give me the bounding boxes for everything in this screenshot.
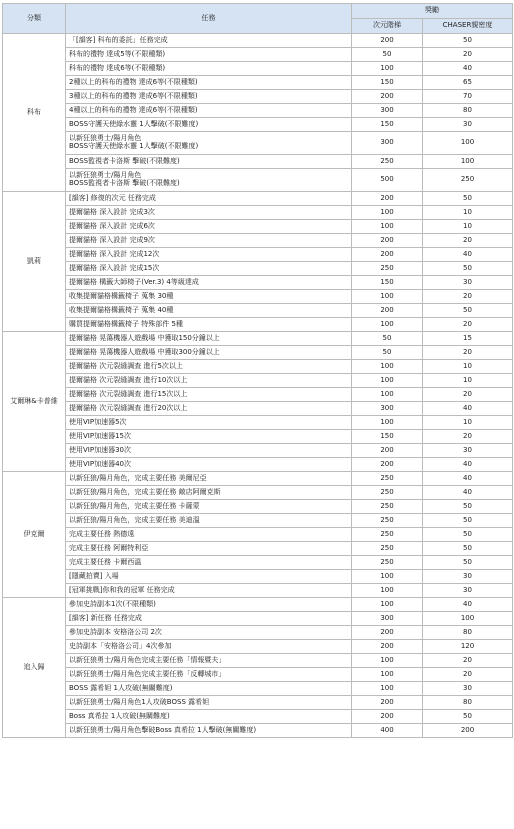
task-cell	[66, 640, 352, 654]
table-row	[3, 248, 513, 262]
task-cell	[66, 528, 352, 542]
chaser-cell: 100	[423, 612, 513, 626]
header-task: 任務	[66, 4, 352, 34]
task-cell	[66, 556, 352, 570]
task-line: 使用VIP加速器5次	[69, 417, 127, 426]
chaser-cell: 30	[423, 584, 513, 598]
table-row	[3, 528, 513, 542]
category-cell: 凱莉	[3, 192, 66, 332]
task-line: 提爾貓格 深入設計 完成9次	[69, 235, 155, 244]
exp-cell: 300	[352, 402, 423, 416]
chaser-cell: 65	[423, 76, 513, 90]
exp-cell: 300	[352, 612, 423, 626]
table-row	[3, 514, 513, 528]
task-cell	[66, 220, 352, 234]
chaser-cell: 20	[423, 234, 513, 248]
exp-cell: 150	[352, 76, 423, 90]
table-row	[3, 416, 513, 430]
mission-reward-table	[2, 3, 513, 738]
exp-cell: 250	[352, 528, 423, 542]
table-row	[3, 276, 513, 290]
table-row	[3, 220, 513, 234]
chaser-cell: 40	[423, 402, 513, 416]
table-row	[3, 62, 513, 76]
task-line: 以新狂狼勇士/陽月角色擊破Boss 真希拉 1人擊破(無關難度)	[69, 725, 257, 734]
task-line: 收集提爾貓格構籤椅子 蒐集 30種	[69, 291, 174, 300]
chaser-cell: 40	[423, 472, 513, 486]
header-chaser: CHASER親密度	[423, 19, 513, 34]
task-cell	[66, 332, 352, 346]
task-line: 使用VIP加速器40次	[69, 459, 131, 468]
table-row	[3, 206, 513, 220]
exp-cell: 400	[352, 724, 423, 738]
task-line: 提爾貓格 次元裂縫調查 進行15次以上	[69, 389, 188, 398]
chaser-cell: 10	[423, 360, 513, 374]
chaser-cell: 100	[423, 155, 513, 169]
task-cell	[66, 118, 352, 132]
task-line: 以新狂狼勇士/陽月角色完成主要任務「反轉城市」	[69, 669, 226, 678]
task-cell	[66, 388, 352, 402]
table-row	[3, 104, 513, 118]
table-body	[3, 34, 513, 738]
exp-cell: 100	[352, 220, 423, 234]
task-line: 提爾貓格 深入設計 完成6次	[69, 221, 155, 230]
task-cell	[66, 234, 352, 248]
exp-cell: 250	[352, 500, 423, 514]
exp-cell: 200	[352, 304, 423, 318]
task-line: [隱藏拍賣] 入場	[69, 571, 119, 580]
exp-cell: 200	[352, 34, 423, 48]
task-line: BOSS監視者卡洛斯 擊破(不限難度)	[69, 179, 180, 187]
chaser-cell: 50	[423, 542, 513, 556]
exp-cell: 100	[352, 584, 423, 598]
task-line: 提爾貓格 晃蕩機器人遊戲場 中獲取300分鐘以上	[69, 347, 220, 356]
exp-cell: 100	[352, 570, 423, 584]
task-cell	[66, 346, 352, 360]
chaser-cell: 30	[423, 444, 513, 458]
task-line: 收集提爾貓格構籤椅子 蒐集 40種	[69, 305, 174, 314]
task-cell	[66, 724, 352, 738]
task-line: 以新狂狼/陽月角色，完成主要任務 美爾尼亞	[69, 473, 207, 482]
table-row	[3, 458, 513, 472]
chaser-cell: 100	[423, 132, 513, 155]
chaser-cell: 40	[423, 248, 513, 262]
chaser-cell: 80	[423, 104, 513, 118]
task-line: 提爾貓格 深入設計 完成3次	[69, 207, 155, 216]
task-line: Boss 真希拉 1人攻破(無關難度)	[69, 711, 170, 720]
chaser-cell: 50	[423, 710, 513, 724]
chaser-cell: 15	[423, 332, 513, 346]
exp-cell: 50	[352, 332, 423, 346]
table-row	[3, 696, 513, 710]
task-line: [韻客] 新任務 任務完成	[69, 613, 142, 622]
chaser-cell: 70	[423, 90, 513, 104]
task-cell	[66, 458, 352, 472]
task-line: 完成主要任務 卡爾西溫	[69, 557, 142, 566]
task-line: 以新狂狼勇士/陽月角色	[69, 171, 142, 180]
task-line: 參加史詩副本1次(不限種類)	[69, 599, 156, 608]
task-cell	[66, 104, 352, 118]
task-cell	[66, 276, 352, 290]
exp-cell: 250	[352, 486, 423, 500]
task-cell	[66, 682, 352, 696]
category-cell: 艾爾琳&卡普維	[3, 332, 66, 472]
table-row	[3, 332, 513, 346]
header-exp: 次元階梯	[352, 19, 423, 34]
task-line: 以新狂狼勇士/陽月角色1人攻破BOSS 露希妲	[69, 697, 210, 706]
task-line: 「[韻客] 科布的委託」任務完成	[69, 35, 168, 44]
table-row	[3, 472, 513, 486]
table-row	[3, 444, 513, 458]
header-row	[3, 4, 513, 19]
chaser-cell: 50	[423, 304, 513, 318]
task-line: 使用VIP加速器30次	[69, 445, 131, 454]
exp-cell: 250	[352, 472, 423, 486]
table-row	[3, 132, 513, 155]
exp-cell: 200	[352, 234, 423, 248]
table-row	[3, 668, 513, 682]
table-row	[3, 430, 513, 444]
task-line: 購買提爾貓格構籤椅子 特殊部件 5種	[69, 319, 183, 328]
table-row	[3, 48, 513, 62]
table-row	[3, 262, 513, 276]
table-row	[3, 710, 513, 724]
table-row	[3, 682, 513, 696]
task-cell	[66, 472, 352, 486]
exp-cell: 100	[352, 654, 423, 668]
chaser-cell: 10	[423, 220, 513, 234]
table-row	[3, 486, 513, 500]
exp-cell: 250	[352, 155, 423, 169]
exp-cell: 250	[352, 262, 423, 276]
chaser-cell: 40	[423, 458, 513, 472]
table-row	[3, 34, 513, 48]
task-cell	[66, 584, 352, 598]
chaser-cell: 20	[423, 654, 513, 668]
task-line: 科布的禮物 達成6等(不限種類)	[69, 63, 166, 72]
chaser-cell: 10	[423, 416, 513, 430]
exp-cell: 250	[352, 514, 423, 528]
chaser-cell: 30	[423, 570, 513, 584]
exp-cell: 200	[352, 192, 423, 206]
chaser-cell: 20	[423, 668, 513, 682]
exp-cell: 200	[352, 248, 423, 262]
chaser-cell: 10	[423, 206, 513, 220]
chaser-cell: 30	[423, 118, 513, 132]
task-line: 完成主要任務 阿爾特利亞	[69, 543, 149, 552]
task-cell	[66, 514, 352, 528]
category-cell: 追入歸	[3, 598, 66, 738]
task-line: 4種以上的科布的禮物 達成6等(不限種類)	[69, 105, 198, 114]
task-cell	[66, 304, 352, 318]
chaser-cell: 80	[423, 696, 513, 710]
exp-cell: 100	[352, 206, 423, 220]
task-cell	[66, 155, 352, 169]
exp-cell: 150	[352, 276, 423, 290]
task-cell	[66, 206, 352, 220]
task-line: 使用VIP加速器15次	[69, 431, 131, 440]
exp-cell: 50	[352, 48, 423, 62]
task-line: 以新狂狼勇士/陽月角色	[69, 134, 142, 143]
task-line: 科布的禮物 達成5等(不限種類)	[69, 49, 166, 58]
task-cell	[66, 318, 352, 332]
exp-cell: 300	[352, 104, 423, 118]
task-cell	[66, 360, 352, 374]
task-cell	[66, 612, 352, 626]
exp-cell: 250	[352, 542, 423, 556]
exp-cell: 300	[352, 132, 423, 155]
table-row	[3, 556, 513, 570]
chaser-cell: 20	[423, 48, 513, 62]
task-cell	[66, 598, 352, 612]
exp-cell: 200	[352, 640, 423, 654]
task-line: 提爾貓格 深入設計 完成15次	[69, 263, 160, 272]
exp-cell: 200	[352, 90, 423, 104]
chaser-cell: 40	[423, 598, 513, 612]
chaser-cell: 120	[423, 640, 513, 654]
task-line: 以新狂狼/陽月角色，完成主要任務 敵店阿爾克斯	[69, 487, 221, 496]
task-cell	[66, 290, 352, 304]
table-row	[3, 584, 513, 598]
task-line: 提爾貓格 晃蕩機器人遊戲場 中獲取150分鐘以上	[69, 333, 220, 342]
table-row	[3, 90, 513, 104]
table-row	[3, 155, 513, 169]
task-line: 以新狂狼勇士/陽月角色完成主要任務「情報暨夫」	[69, 655, 226, 664]
category-cell: 科布	[3, 34, 66, 192]
exp-cell: 100	[352, 598, 423, 612]
table-row	[3, 612, 513, 626]
exp-cell: 100	[352, 388, 423, 402]
task-cell	[66, 710, 352, 724]
task-cell	[66, 169, 352, 192]
task-line: 提爾貓格 構籤大師椅子(Ver.3) 4等級達成	[69, 277, 199, 286]
table-row	[3, 640, 513, 654]
table-row	[3, 318, 513, 332]
task-cell	[66, 402, 352, 416]
chaser-cell: 20	[423, 388, 513, 402]
exp-cell: 100	[352, 416, 423, 430]
exp-cell: 200	[352, 458, 423, 472]
task-cell	[66, 500, 352, 514]
task-cell	[66, 34, 352, 48]
table-row	[3, 192, 513, 206]
task-cell	[66, 570, 352, 584]
chaser-cell: 50	[423, 514, 513, 528]
table-row	[3, 290, 513, 304]
table-row	[3, 570, 513, 584]
table-row	[3, 598, 513, 612]
task-cell	[66, 192, 352, 206]
chaser-cell: 200	[423, 724, 513, 738]
table-row	[3, 542, 513, 556]
table-row	[3, 234, 513, 248]
table-row	[3, 500, 513, 514]
chaser-cell: 40	[423, 486, 513, 500]
task-line: [冠軍挑戰]你和我的冠軍 任務完成	[69, 585, 175, 594]
category-cell: 伊克爾	[3, 472, 66, 598]
task-line: 提爾貓格 次元裂縫調查 進行5次以上	[69, 361, 183, 370]
chaser-cell: 20	[423, 430, 513, 444]
table-row	[3, 360, 513, 374]
table-row	[3, 402, 513, 416]
chaser-cell: 30	[423, 682, 513, 696]
task-cell	[66, 90, 352, 104]
table-row	[3, 169, 513, 192]
exp-cell: 150	[352, 118, 423, 132]
task-line: 以新狂狼/陽月角色，完成主要任務 卡薩蒙	[69, 501, 200, 510]
chaser-cell: 50	[423, 262, 513, 276]
exp-cell: 50	[352, 346, 423, 360]
chaser-cell: 80	[423, 626, 513, 640]
exp-cell: 200	[352, 626, 423, 640]
task-cell	[66, 654, 352, 668]
table-row	[3, 346, 513, 360]
exp-cell: 100	[352, 62, 423, 76]
exp-cell: 100	[352, 318, 423, 332]
task-cell	[66, 416, 352, 430]
task-line: BOSS守護天使綠水靈 1人擊破(不限難度)	[69, 119, 199, 128]
task-cell	[66, 542, 352, 556]
task-cell	[66, 430, 352, 444]
task-line: 以新狂狼/陽月角色，完成主要任務 美迪溫	[69, 515, 200, 524]
task-line: [韻客] 修復的次元 任務完成	[69, 193, 156, 202]
task-cell	[66, 626, 352, 640]
chaser-cell: 20	[423, 318, 513, 332]
chaser-cell: 10	[423, 374, 513, 388]
task-cell	[66, 248, 352, 262]
chaser-cell: 50	[423, 192, 513, 206]
chaser-cell: 50	[423, 556, 513, 570]
chaser-cell: 50	[423, 528, 513, 542]
exp-cell: 100	[352, 374, 423, 388]
exp-cell: 200	[352, 696, 423, 710]
exp-cell: 200	[352, 444, 423, 458]
table-row	[3, 374, 513, 388]
task-cell	[66, 374, 352, 388]
task-line: BOSS監視者卡洛斯 擊破(不限難度)	[69, 156, 180, 165]
table-row	[3, 304, 513, 318]
chaser-cell: 30	[423, 276, 513, 290]
task-cell	[66, 668, 352, 682]
exp-cell: 250	[352, 556, 423, 570]
table-row	[3, 118, 513, 132]
exp-cell: 100	[352, 682, 423, 696]
task-line: 參加史詩副本 安格洛公司 2次	[69, 627, 162, 636]
exp-cell: 500	[352, 169, 423, 192]
task-cell	[66, 486, 352, 500]
table-row	[3, 654, 513, 668]
header-reward: 獎勵	[352, 4, 513, 19]
task-line: 3種以上的科布的禮物 達成6等(不限種類)	[69, 91, 198, 100]
task-cell	[66, 444, 352, 458]
task-line: 提爾貓格 次元裂縫調查 進行20次以上	[69, 403, 188, 412]
task-cell	[66, 62, 352, 76]
task-cell	[66, 262, 352, 276]
table-row	[3, 626, 513, 640]
chaser-cell: 50	[423, 34, 513, 48]
chaser-cell: 20	[423, 290, 513, 304]
table-row	[3, 76, 513, 90]
exp-cell: 100	[352, 668, 423, 682]
exp-cell: 100	[352, 290, 423, 304]
exp-cell: 200	[352, 710, 423, 724]
exp-cell: 150	[352, 430, 423, 444]
task-cell	[66, 132, 352, 155]
table-row	[3, 724, 513, 738]
chaser-cell: 20	[423, 346, 513, 360]
task-line: BOSS守護天使綠水靈 1人擊破(不限難度)	[69, 142, 199, 150]
chaser-cell: 50	[423, 500, 513, 514]
task-line: BOSS 露希妲 1人攻破(無關難度)	[69, 683, 173, 692]
header-category: 分類	[3, 4, 66, 34]
task-cell	[66, 76, 352, 90]
chaser-cell: 250	[423, 169, 513, 192]
task-line: 提爾貓格 次元裂縫調查 進行10次以上	[69, 375, 188, 384]
task-line: 史詩副本「安格洛公司」4次參加	[69, 641, 172, 650]
task-cell	[66, 696, 352, 710]
exp-cell: 100	[352, 360, 423, 374]
task-line: 完成主要任務 熱德遠	[69, 529, 135, 538]
table-row	[3, 388, 513, 402]
chaser-cell: 40	[423, 62, 513, 76]
task-cell	[66, 48, 352, 62]
task-line: 提爾貓格 深入設計 完成12次	[69, 249, 160, 258]
task-line: 2種以上的科布的禮物 達成6等(不限種類)	[69, 77, 198, 86]
